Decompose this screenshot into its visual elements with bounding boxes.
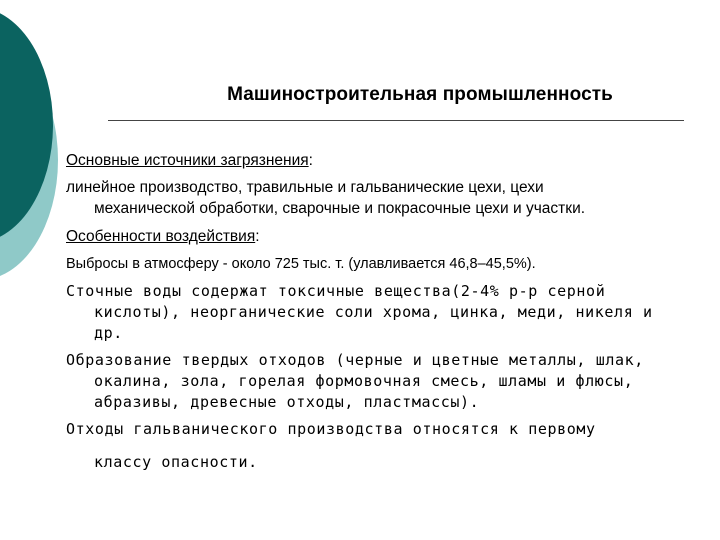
solid-waste-line-1: Образование твердых отходов (черные и цветные металлы, шлак, [66, 351, 644, 369]
sources-heading-colon: : [308, 152, 313, 169]
wastewater-paragraph [66, 281, 653, 344]
sources-line-1: линейное производство, травильные и гальванические цехи, цехи [66, 179, 544, 196]
solid-waste-paragraph [66, 350, 644, 413]
solid-waste-line-3: абразивы, древесные отходы, пластмассы). [94, 393, 480, 411]
impact-heading-colon: : [255, 228, 260, 245]
sources-line-2: механической обработки, сварочные и покрасочные цехи и участки. [94, 200, 586, 217]
impact-heading-line [66, 226, 260, 247]
galvanic-line-1: Отходы гальванического производства относятся к первому [66, 420, 596, 438]
solid-waste-line-2: окалина, зола, горелая формовочная смесь, шламы и флюсы, [94, 372, 634, 390]
galvanic-line-2: классу опасности. [94, 453, 258, 471]
sources-heading: Основные источники загрязнения [66, 152, 309, 169]
sources-paragraph [66, 177, 585, 219]
wastewater-line-1: Сточные воды содержат токсичные вещества(2-4% р-р серной [66, 282, 606, 300]
wastewater-line-3: др. [94, 324, 123, 342]
emissions-line: Выбросы в атмосферу - около 725 тыс. т. (улавливается 46,8–45,5%). [66, 256, 536, 272]
wastewater-line-2: кислоты), неорганические соли хрома, цинка, меди, никеля и [94, 303, 653, 321]
sources-heading-line [66, 150, 313, 171]
slide-title: Машиностроительная промышленность [227, 84, 613, 105]
impact-heading: Особенности воздействия [66, 228, 256, 245]
title-divider [108, 120, 684, 121]
